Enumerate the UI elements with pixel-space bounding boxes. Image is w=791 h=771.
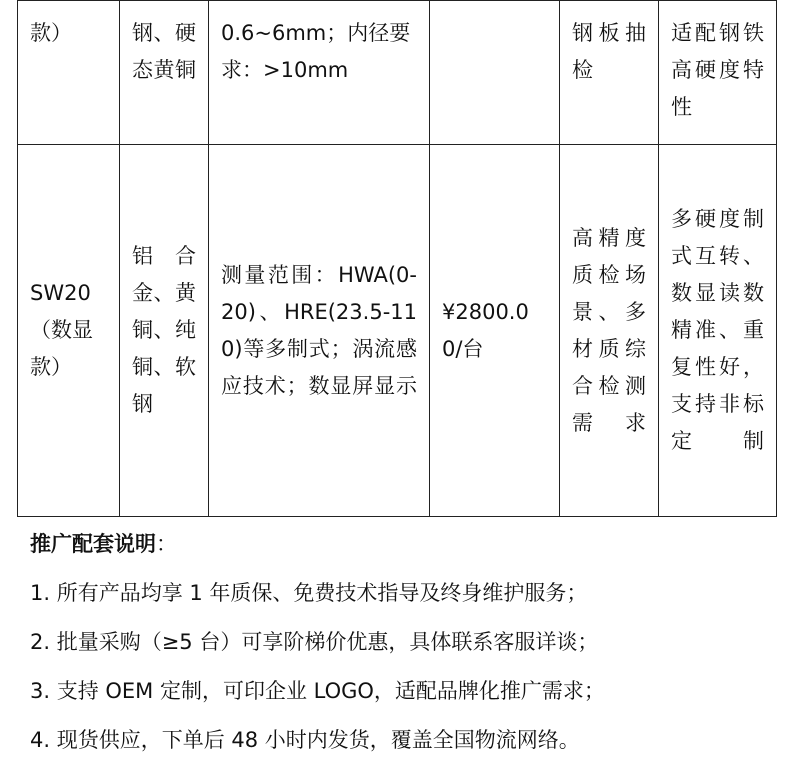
scene-cell: 钢板抽检 <box>560 1 659 145</box>
notes-heading-colon: ： <box>156 532 177 556</box>
product-spec-table <box>17 0 777 517</box>
feature-cell: 多硬度制式互转、数显读数精准、重复性好，支持非标定制 <box>659 145 777 517</box>
note-item: 4. 现货供应，下单后 48 小时内发货，覆盖全国物流网络。 <box>30 728 580 752</box>
material-cell: 钢、硬态黄铜 <box>120 1 209 145</box>
table-row <box>18 1 777 145</box>
notes-heading-text: 推广配套说明 <box>30 532 156 556</box>
note-item: 2. 批量采购（≥5 台）可享阶梯价优惠，具体联系客服详谈； <box>30 630 599 654</box>
notes-heading <box>30 528 770 560</box>
note-item: 3. 支持 OEM 定制，可印企业 LOGO，适配品牌化推广需求； <box>30 679 605 703</box>
model-cell: SW20（数显款） <box>18 145 120 517</box>
price-cell: ¥2800.00/台 <box>430 145 560 517</box>
feature-cell: 适配钢铁高硬度特性 <box>659 1 777 145</box>
model-cell: 款） <box>18 1 120 145</box>
material-cell: 铝合金、黄铜、纯铜、软钢 <box>120 145 209 517</box>
price-cell <box>430 1 560 145</box>
range-cell: 测量范围：HWA(0-20)、HRE(23.5-110)等多制式；涡流感应技术；数显屏显示 <box>209 145 430 517</box>
range-cell: 0.6~6mm；内径要求：>10mm <box>209 1 430 145</box>
scene-cell: 高精度质检场景、多材质综合检测需求 <box>560 145 659 517</box>
note-item: 1. 所有产品均享 1 年质保、免费技术指导及终身维护服务； <box>30 581 588 605</box>
promo-notes <box>30 528 770 756</box>
table-row <box>18 145 777 517</box>
